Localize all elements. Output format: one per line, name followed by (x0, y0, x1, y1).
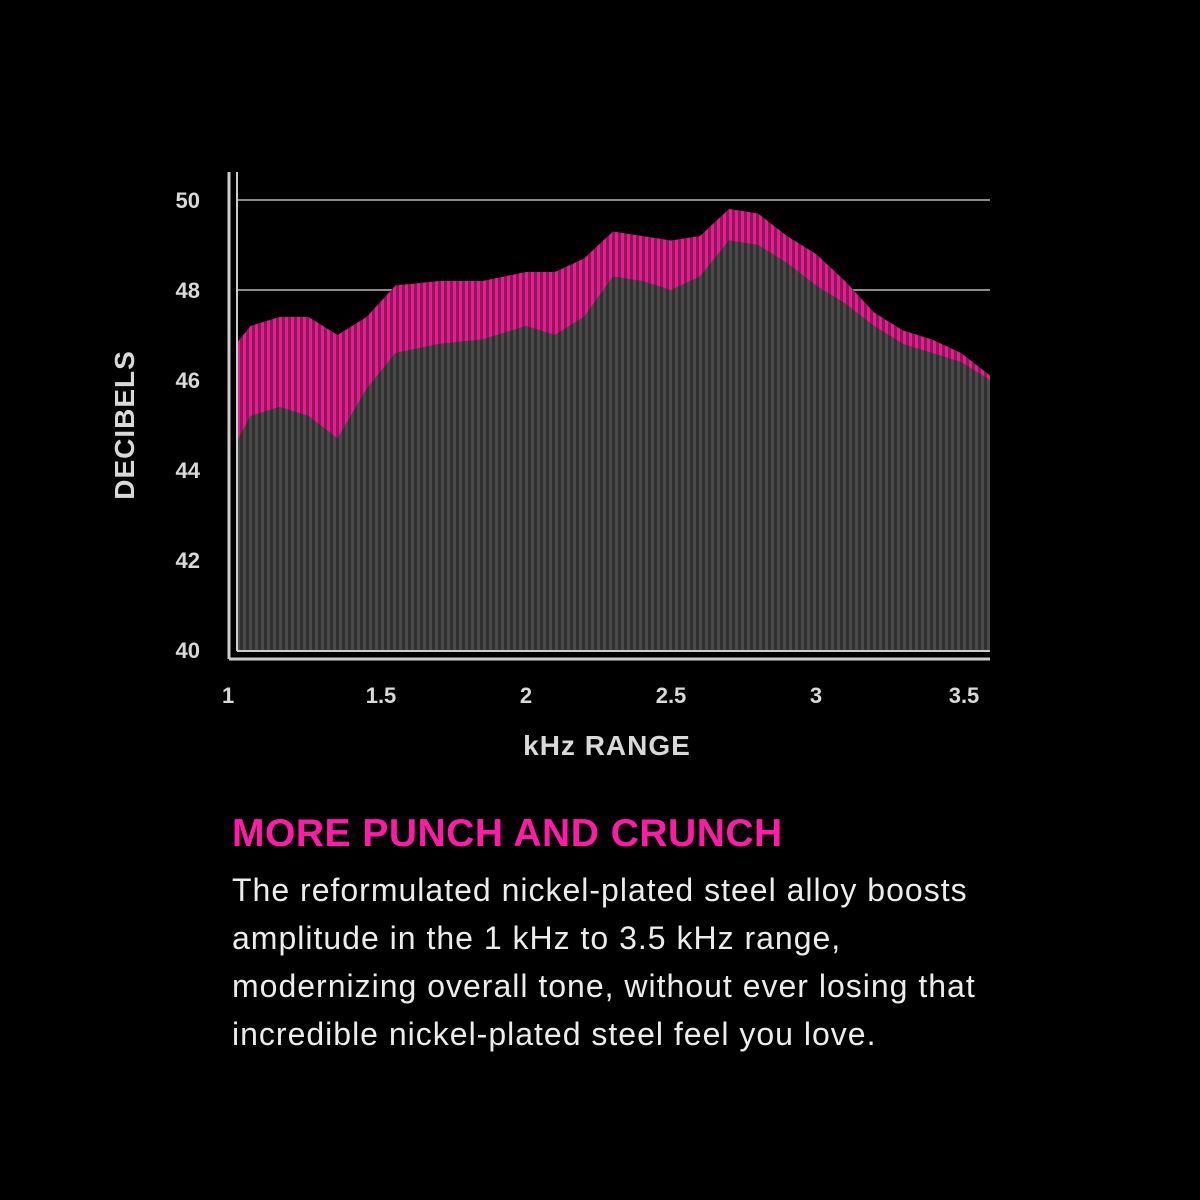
y-tick-40: 40 (175, 638, 200, 663)
x-tick-1.5: 1.5 (365, 683, 397, 708)
y-tick-48: 48 (175, 278, 200, 303)
x-tick-3: 3 (809, 683, 823, 708)
lower-area-stripes (236, 241, 990, 651)
x-tick-3.5: 3.5 (948, 683, 980, 708)
y-tick-labels (176, 188, 201, 663)
y-tick-42: 42 (175, 548, 200, 573)
body-paragraph: The reformulated nickel-plated steel alloy boosts amplitude in the 1 kHz to 3.5 kHz range, modernizing overall tone, without ever losing that incredible nickel-plated steel feel you love. (232, 872, 976, 1052)
headline: MORE PUNCH AND CRUNCH (232, 812, 783, 855)
y-axis-title: DECIBELS (109, 350, 140, 500)
x-tick-2: 2 (519, 683, 533, 708)
x-tick-labels (222, 683, 979, 708)
x-tick-1: 1 (222, 683, 235, 708)
y-tick-50: 50 (175, 188, 200, 213)
y-tick-44: 44 (175, 458, 200, 483)
x-tick-2.5: 2.5 (655, 683, 687, 708)
y-tick-46: 46 (175, 368, 200, 393)
plot-areas (236, 209, 990, 650)
x-axis-title: kHz RANGE (523, 730, 691, 761)
